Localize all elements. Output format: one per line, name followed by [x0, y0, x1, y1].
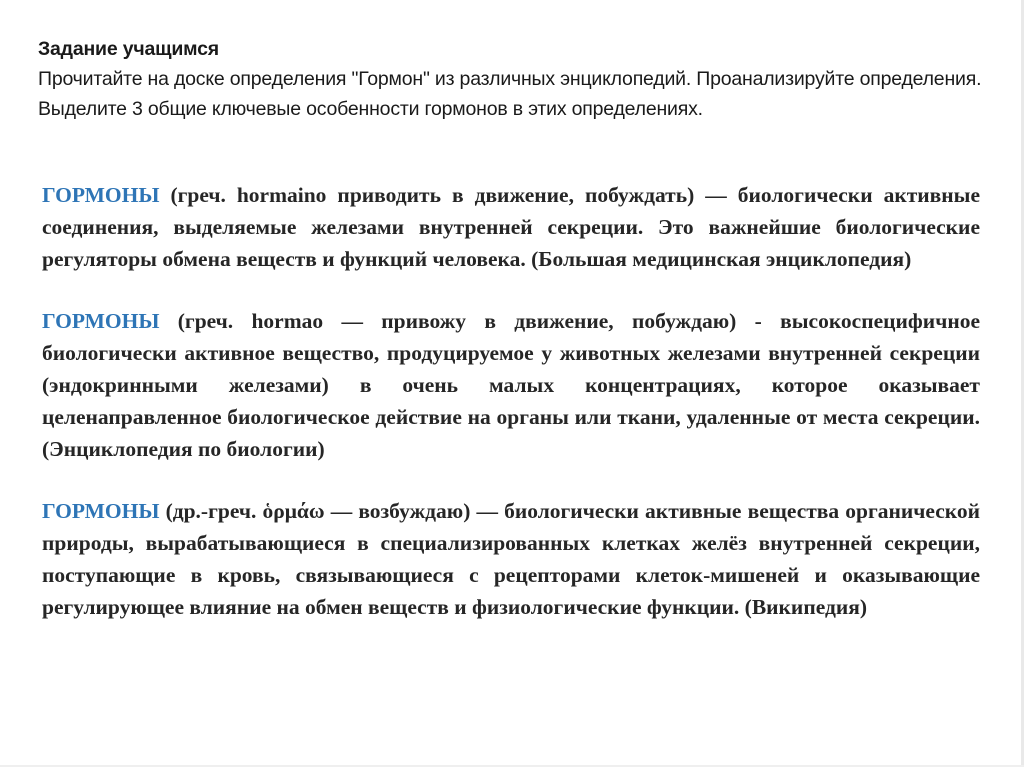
definition-wikipedia — [42, 495, 980, 623]
definition-text: (греч. hormao — привожу в движение, побуждаю) - высокоспецифичное биологически активное вещество, продуцируемое у животных железами внутренней секреции (эндокринными железами) в очень малых концентрациях, которое оказывает целенаправленное биологическое действие на органы или ткани, удаленные от места секреции. (Энциклопедия по биологии) — [42, 309, 980, 461]
definition-text: (др.-греч. ὁρμάω — возбуждаю) — биологически активные вещества органической природы, вырабатывающиеся в специализированных клетках желёз внутренней секреции, поступающие в кровь, связывающиеся с рецепторами клеток-мишеней и оказывающие регулирующее влияние на обмен веществ и физиологические функции. (Википедия) — [42, 499, 980, 619]
definition-term: ГОРМОНЫ — [42, 309, 160, 333]
definition-term: ГОРМОНЫ — [42, 183, 160, 207]
definition-term: ГОРМОНЫ — [42, 499, 160, 523]
definition-medical-encyclopedia — [42, 179, 980, 275]
task-block — [38, 34, 998, 124]
task-title: Задание учащимся — [38, 38, 219, 60]
definition-biology-encyclopedia — [42, 305, 980, 465]
definitions-block — [42, 179, 980, 653]
task-instruction-line-2: Выделите 3 общие ключевые особенности гормонов в этих определениях. — [38, 98, 703, 120]
task-instruction-line-1: Прочитайте на доске определения "Гормон" из различных энциклопедий. Проанализируйте определения. — [38, 68, 982, 90]
definition-text: (греч. hormaino приводить в движение, побуждать) — биологически активные соединения, выделяемые железами внутренней секреции. Это важнейшие биологические регуляторы обмена веществ и функций человека. (Большая медицинская энциклопедия) — [42, 183, 980, 271]
